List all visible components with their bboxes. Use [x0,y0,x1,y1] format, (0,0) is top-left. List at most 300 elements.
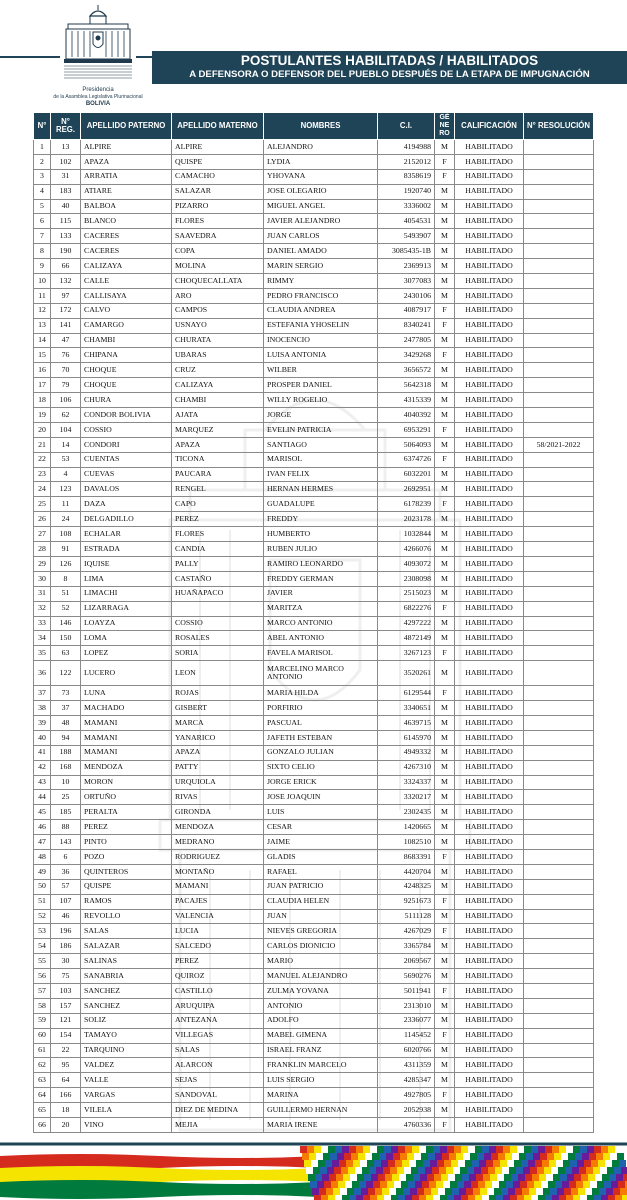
wiphala-square [356,1146,363,1153]
wiphala-square [362,1167,369,1174]
row-number-cell: 34 [34,631,51,646]
row-number-cell: 24 [34,482,51,497]
wiphala-square [419,1195,426,1200]
nombres-cell: PROSPER DANIEL [264,378,378,393]
apellido-materno-cell: PATTY [172,760,264,775]
wiphala-square [390,1167,397,1174]
wiphala-square [376,1167,383,1174]
ci-number-cell: 6178239 [378,497,435,512]
wiphala-square [475,1195,482,1200]
reg-number-cell: 172 [51,303,81,318]
wiphala-square [552,1195,559,1200]
wiphala-square [447,1195,454,1200]
ci-number-cell: 6822276 [378,601,435,616]
calificacion-cell: HABILITADO [455,422,524,437]
reg-number-cell: 150 [51,631,81,646]
resolucion-cell [524,393,594,408]
apellido-materno-cell: PIZARRO [172,199,264,214]
row-number-cell: 4 [34,184,51,199]
resolucion-cell [524,422,594,437]
resolucion-cell [524,820,594,835]
col-header-calificacion: CALIFICACIÓN [455,113,524,140]
row-number-cell: 66 [34,1118,51,1133]
apellido-paterno-cell: CONDORI [81,437,172,452]
reg-number-cell: 47 [51,333,81,348]
reg-number-cell: 102 [51,154,81,169]
reg-number-cell: 132 [51,274,81,289]
calificacion-cell: HABILITADO [455,864,524,879]
nombres-cell: CARLOS DIONICIO [264,939,378,954]
wiphala-square [321,1146,328,1153]
genero-cell: M [435,378,455,393]
wiphala-square [371,1174,378,1181]
wiphala-square [544,1167,551,1174]
calificacion-cell: HABILITADO [455,686,524,701]
col-header-nombres: NOMBRES [264,113,378,140]
wiphala-square [482,1195,489,1200]
nombres-cell: ALEJANDRO [264,140,378,155]
wiphala-square [467,1167,474,1174]
wiphala-square [332,1160,339,1167]
apellido-paterno-cell: ORTUÑO [81,790,172,805]
wiphala-square [510,1146,517,1153]
ci-number-cell: 2308098 [378,571,435,586]
nombres-cell: FREDDY [264,512,378,527]
resolucion-cell [524,939,594,954]
apellido-paterno-cell: TARQUINO [81,1043,172,1058]
nombres-cell: JAFETH ESTEBAN [264,730,378,745]
apellido-materno-cell: CHAMBI [172,393,264,408]
wiphala-square [320,1167,327,1174]
ci-number-cell: 3324337 [378,775,435,790]
calificacion-cell: HABILITADO [455,646,524,661]
apellido-materno-cell: SEJAS [172,1073,264,1088]
apellido-paterno-cell: PINTO [81,835,172,850]
wiphala-square [566,1146,573,1153]
reg-number-cell: 126 [51,556,81,571]
wiphala-square [443,1181,450,1188]
reg-number-cell: 31 [51,169,81,184]
row-number-cell: 47 [34,835,51,850]
apellido-paterno-cell: QUINTEROS [81,864,172,879]
resolucion-cell [524,140,594,155]
wiphala-square [360,1160,367,1167]
wiphala-square [413,1174,420,1181]
wiphala-square [516,1167,523,1174]
reg-number-cell: 88 [51,820,81,835]
wiphala-square [433,1146,440,1153]
table-row [34,571,594,586]
reg-number-cell: 48 [51,715,81,730]
wiphala-square [512,1153,519,1160]
col-header-reg: N° REG. [51,113,81,140]
row-number-cell: 65 [34,1103,51,1118]
wiphala-square [349,1146,356,1153]
wiphala-square [319,1188,326,1195]
apellido-materno-cell: ROJAS [172,686,264,701]
resolucion-cell [524,497,594,512]
ci-number-cell: 4311359 [378,1058,435,1073]
wiphala-square [411,1167,418,1174]
nombres-cell: MARINA [264,1088,378,1103]
wiphala-square [441,1174,448,1181]
table-row [34,1118,594,1133]
row-number-cell: 61 [34,1043,51,1058]
nombres-cell: MARCO ANTONIO [264,616,378,631]
apellido-materno-cell: MONTAÑO [172,864,264,879]
reg-number-cell: 70 [51,363,81,378]
wiphala-square [429,1181,436,1188]
resolucion-cell [524,661,594,686]
apellido-paterno-cell: CHOQUE [81,363,172,378]
calificacion-cell: HABILITADO [455,229,524,244]
nombres-cell: JUAN CARLOS [264,229,378,244]
table-row [34,820,594,835]
wiphala-square [377,1195,384,1200]
apellido-materno-cell: SAAVEDRA [172,229,264,244]
resolucion-cell [524,229,594,244]
reg-number-cell: 10 [51,775,81,790]
resolucion-cell [524,556,594,571]
wiphala-square [416,1160,423,1167]
apellido-paterno-cell: POZO [81,849,172,864]
wiphala-square [535,1160,542,1167]
ci-number-cell: 4248325 [378,879,435,894]
apellido-paterno-cell: PEREZ [81,820,172,835]
wiphala-square [527,1181,534,1188]
nombres-cell: MANUEL ALEJANDRO [264,969,378,984]
apellido-paterno-cell: VILELA [81,1103,172,1118]
apellido-paterno-cell: ECHALAR [81,527,172,542]
ci-number-cell: 4760336 [378,1118,435,1133]
nombres-cell: IVAN FELIX [264,467,378,482]
ci-number-cell: 3656572 [378,363,435,378]
wiphala-square [589,1153,596,1160]
apellido-materno-cell: GIRONDA [172,805,264,820]
nombres-cell: MARIN SERGIO [264,259,378,274]
wiphala-square [499,1181,506,1188]
resolucion-cell [524,730,594,745]
ci-number-cell: 4087917 [378,303,435,318]
wiphala-square [536,1188,543,1195]
wiphala-square [309,1153,316,1160]
table-row [34,497,594,512]
row-number-cell: 9 [34,259,51,274]
wiphala-square [566,1195,573,1200]
wiphala-square [407,1153,414,1160]
reg-number-cell: 36 [51,864,81,879]
row-number-cell: 25 [34,497,51,512]
table-header-row [34,113,594,140]
row-number-cell: 3 [34,169,51,184]
calificacion-cell: HABILITADO [455,849,524,864]
apellido-materno-cell: MOLINA [172,259,264,274]
genero-cell: M [435,408,455,423]
ci-number-cell: 3340651 [378,701,435,716]
wiphala-square [393,1153,400,1160]
nombres-cell: NIEVES GREGORIA [264,924,378,939]
wiphala-square [333,1188,340,1195]
reg-number-cell: 25 [51,790,81,805]
wiphala-square [598,1160,605,1167]
ci-number-cell: 4420704 [378,864,435,879]
nombres-cell: CLAUDIA HELEN [264,894,378,909]
genero-cell: M [435,244,455,259]
reg-number-cell: 166 [51,1088,81,1103]
nombres-cell: JUAN [264,909,378,924]
reg-number-cell: 4 [51,467,81,482]
ci-number-cell: 6145970 [378,730,435,745]
wiphala-square [461,1195,468,1200]
calificacion-cell: HABILITADO [455,140,524,155]
wiphala-square [400,1153,407,1160]
table-row [34,422,594,437]
wiphala-square [323,1153,330,1160]
table-row [34,229,594,244]
wiphala-square [428,1153,435,1160]
wiphala-square [459,1188,466,1195]
calificacion-cell: HABILITADO [455,497,524,512]
genero-cell: M [435,527,455,542]
nombres-cell: LUIS SERGIO [264,1073,378,1088]
wiphala-square [341,1167,348,1174]
wiphala-square [369,1167,376,1174]
row-number-cell: 8 [34,244,51,259]
row-number-cell: 55 [34,954,51,969]
apellido-materno-cell: ARO [172,288,264,303]
genero-cell: F [435,924,455,939]
wiphala-square [322,1174,329,1181]
resolucion-cell [524,1043,594,1058]
wiphala-square [608,1146,615,1153]
table-row [34,363,594,378]
wiphala-square [578,1188,585,1195]
wiphala-square [363,1195,370,1200]
nombres-cell: WILLY ROGELIO [264,393,378,408]
reg-number-cell: 52 [51,601,81,616]
ci-number-cell: 2430106 [378,288,435,303]
table-row [34,333,594,348]
apellido-paterno-cell: ATIARE [81,184,172,199]
candidates-table [33,112,594,1133]
wiphala-square [575,1153,582,1160]
nombres-cell: JAVIER ALEJANDRO [264,214,378,229]
wiphala-square [308,1174,315,1181]
nombres-cell: HUMBERTO [264,527,378,542]
institution-logo [42,4,154,110]
apellido-materno-cell: CANDIA [172,542,264,557]
wiphala-square [554,1153,561,1160]
resolucion-cell [524,571,594,586]
genero-cell: M [435,954,455,969]
apellido-materno-cell: CAPO [172,497,264,512]
reg-number-cell: 168 [51,760,81,775]
wiphala-square [468,1146,475,1153]
wiphala-square [550,1188,557,1195]
wiphala-square [306,1167,313,1174]
calificacion-cell: HABILITADO [455,527,524,542]
wiphala-square [564,1188,571,1195]
nombres-cell: ESTEFANIA YHOSELIN [264,318,378,333]
resolucion-cell [524,1088,594,1103]
calificacion-cell: HABILITADO [455,512,524,527]
reg-number-cell: 13 [51,140,81,155]
resolucion-cell [524,542,594,557]
wiphala-square [545,1195,552,1200]
wiphala-square [591,1160,598,1167]
ci-number-cell: 4266076 [378,542,435,557]
calificacion-cell: HABILITADO [455,303,524,318]
apellido-materno-cell: URQUIOLA [172,775,264,790]
calificacion-cell: HABILITADO [455,333,524,348]
apellido-paterno-cell: PERALTA [81,805,172,820]
calificacion-cell: HABILITADO [455,983,524,998]
wiphala-square [618,1181,625,1188]
apellido-materno-cell: RODRIGUEZ [172,849,264,864]
calificacion-cell: HABILITADO [455,154,524,169]
nombres-cell: MIGUEL ANGEL [264,199,378,214]
apellido-paterno-cell: LIZARRAGA [81,601,172,616]
row-number-cell: 41 [34,745,51,760]
genero-cell: M [435,969,455,984]
col-header-ci: C.I. [378,113,435,140]
reg-number-cell: 146 [51,616,81,631]
table-row [34,318,594,333]
wiphala-square [528,1160,535,1167]
row-number-cell: 36 [34,661,51,686]
wiphala-square [340,1188,347,1195]
wiphala-square [605,1160,612,1167]
wiphala-square [446,1167,453,1174]
wiphala-square [509,1167,516,1174]
wiphala-square [343,1174,350,1181]
wiphala-square [511,1174,518,1181]
resolucion-cell [524,760,594,775]
wiphala-square [466,1188,473,1195]
wiphala-square [329,1174,336,1181]
wiphala-square [491,1153,498,1160]
logo-line-3: BOLIVIA [85,101,111,107]
apellido-paterno-cell: DAVALOS [81,482,172,497]
row-number-cell: 15 [34,348,51,363]
apellido-paterno-cell: CHOQUE [81,378,172,393]
wiphala-square [473,1188,480,1195]
calificacion-cell: HABILITADO [455,452,524,467]
wiphala-square [517,1195,524,1200]
apellido-paterno-cell: VALLE [81,1073,172,1088]
apellido-materno-cell: DIEZ DE MEDINA [172,1103,264,1118]
apellido-paterno-cell: LOMA [81,631,172,646]
nombres-cell: FREDDY GERMAN [264,571,378,586]
apellido-materno-cell: FLORES [172,214,264,229]
genero-cell: F [435,1088,455,1103]
table-row [34,924,594,939]
genero-cell: M [435,467,455,482]
genero-cell: M [435,631,455,646]
resolucion-cell [524,1028,594,1043]
apellido-paterno-cell: QUISPE [81,879,172,894]
apellido-materno-cell: SALAS [172,1043,264,1058]
wiphala-square [366,1181,373,1188]
row-number-cell: 16 [34,363,51,378]
wiphala-square [391,1195,398,1200]
genero-cell: M [435,542,455,557]
wiphala-square [392,1174,399,1181]
wiphala-square [430,1160,437,1167]
resolucion-cell [524,790,594,805]
nombres-cell: ZULMA YOVANA [264,983,378,998]
reg-number-cell: 76 [51,348,81,363]
reg-number-cell: 106 [51,393,81,408]
resolucion-cell [524,631,594,646]
apellido-paterno-cell: CONDOR BOLIVIA [81,408,172,423]
ci-number-cell: 2692951 [378,482,435,497]
table-row [34,805,594,820]
row-number-cell: 53 [34,924,51,939]
calificacion-cell: HABILITADO [455,1118,524,1133]
nombres-cell: EVELIN PATRICIA [264,422,378,437]
wiphala-square [529,1188,536,1195]
calificacion-cell: HABILITADO [455,701,524,716]
calificacion-cell: HABILITADO [455,259,524,274]
table-row [34,586,594,601]
ci-number-cell: 3336002 [378,199,435,214]
row-number-cell: 28 [34,542,51,557]
ci-number-cell: 3077083 [378,274,435,289]
genero-cell: M [435,790,455,805]
genero-cell: M [435,274,455,289]
calificacion-cell: HABILITADO [455,760,524,775]
calificacion-cell: HABILITADO [455,894,524,909]
nombres-cell: FAVELA MARISOL [264,646,378,661]
calificacion-cell: HABILITADO [455,169,524,184]
ci-number-cell: 4315339 [378,393,435,408]
genero-cell: M [435,437,455,452]
apellido-paterno-cell: CHAMBI [81,333,172,348]
wiphala-square [375,1188,382,1195]
ci-number-cell: 6032201 [378,467,435,482]
apellido-paterno-cell: DAZA [81,497,172,512]
wiphala-square [477,1153,484,1160]
row-number-cell: 6 [34,214,51,229]
calificacion-cell: HABILITADO [455,348,524,363]
wiphala-square [311,1160,318,1167]
apellido-materno-cell: CRUZ [172,363,264,378]
ci-number-cell: 1082510 [378,835,435,850]
wiphala-square [510,1195,517,1200]
wiphala-square [530,1167,537,1174]
wiphala-square [307,1146,314,1153]
nombres-cell: CESAR [264,820,378,835]
wiphala-square [449,1153,456,1160]
genero-cell: M [435,363,455,378]
apellido-materno-cell: UBARAS [172,348,264,363]
wiphala-square [398,1146,405,1153]
wiphala-square [338,1181,345,1188]
reg-number-cell: 30 [51,954,81,969]
wiphala-square [590,1181,597,1188]
genero-cell: M [435,775,455,790]
row-number-cell: 35 [34,646,51,661]
ci-number-cell: 4267310 [378,760,435,775]
resolucion-cell [524,408,594,423]
wiphala-square [453,1167,460,1174]
row-number-cell: 43 [34,775,51,790]
wiphala-square [565,1167,572,1174]
wiphala-square [579,1167,586,1174]
reg-number-cell: 154 [51,1028,81,1043]
apellido-paterno-cell: CAMARGO [81,318,172,333]
